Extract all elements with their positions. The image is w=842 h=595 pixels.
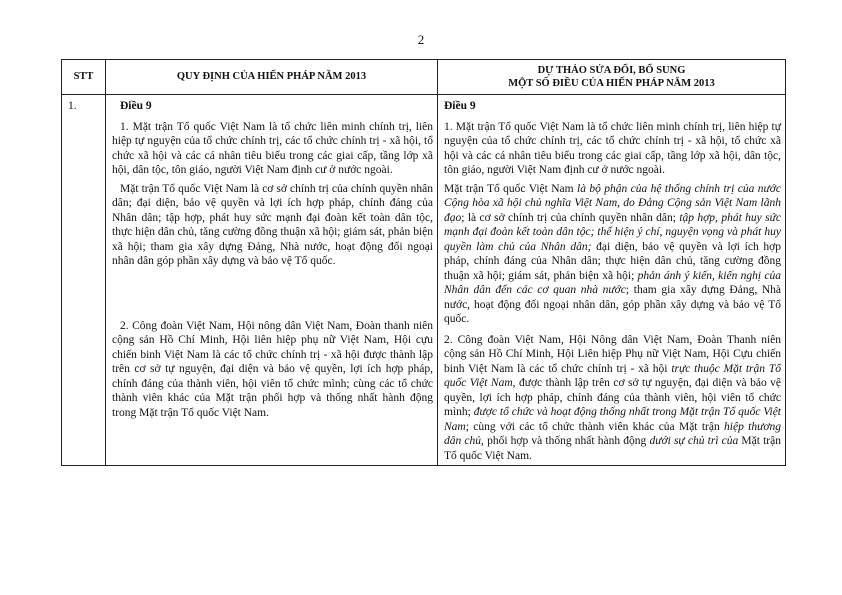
amended-text-run: là bộ phận của hệ thống chính trị của nước Cộng hòa xã hội chủ nghĩa Việt Nam, do Đảng Cộng sản Việt Nam lãnh đạo — [444, 182, 781, 224]
old-text-cell — [106, 95, 438, 466]
old-clause-1: 1. Mặt trận Tổ quốc Việt Nam là tổ chức liên minh chính trị, liên hiệp tự nguyện của tổ chức chính trị, các tổ chức chính trị - xã hội, tổ chức xã hội và các cá nhân tiêu biểu trong các giai cấp, tầng lớp xã hội, dân tộc, tôn giáo, người Việt Nam định cư ở nước ngoài. — [112, 120, 433, 176]
new-clause-1-paragraph-2 — [444, 182, 781, 327]
text-run: Mặt trận Tổ quốc Việt Nam. — [444, 435, 781, 462]
new-article-title: Điều 9 — [444, 100, 476, 112]
amended-text-run: phản ánh ý kiến, kiến nghị của Nhân dân đến các cơ quan nhà nước — [444, 269, 781, 296]
new-text-cell — [438, 95, 786, 466]
table-row — [62, 95, 786, 466]
page-number: 2 — [417, 32, 425, 47]
text-run: ; là cơ sở chính trị của chính quyền nhân dân; — [461, 211, 680, 224]
amended-text-run: tập hợp, phát huy sức mạnh đại đoàn kết toàn dân tộc; thể hiện ý chí, nguyện vọng và phát huy quyền làm chủ của Nhân dân; — [444, 211, 781, 253]
amended-text-run: được tổ chức và hoạt động thống nhất trong Mặt trận Tổ quốc Việt Nam — [444, 406, 782, 433]
header-draft-amendment — [438, 60, 786, 95]
text-run: Mặt trận Tổ quốc Việt Nam — [444, 182, 577, 195]
amended-text-run: hiệp thương dân chủ — [444, 420, 781, 447]
old-clause-1-paragraph-2: Mặt trận Tổ quốc Việt Nam là cơ sở chính trị của chính quyền nhân dân; đại diện, bảo vệ quyền và lợi ích hợp pháp, chính đáng của Nhân dân; tập hợp, phát huy sức mạnh đại đoàn kết toàn dân tộc, thực hiện dân chủ, tăng cường đồng thuận xã hội; giám sát, phản biện xã hội; tham gia xây dựng Đảng, Nhà nước, hoạt động đối ngoại nhân dân góp phần xây dựng và bảo vệ Tổ quốc. — [112, 182, 433, 267]
header-draft-line2: MỘT SỐ ĐIỀU CỦA HIẾN PHÁP NĂM 2013 — [508, 78, 715, 89]
old-article-title: Điều 9 — [120, 100, 152, 112]
text-run: ; tham gia xây dựng Đảng, Nhà nước, hoạt động đối ngoại nhân dân, góp phần xây dựng và bảo vệ Tổ quốc. — [444, 284, 781, 325]
text-run: đại diện, bảo vệ quyền và lợi ích hợp pháp, chính đáng của Nhân dân; thực hiện dân chủ, tăng cường đồng thuận xã hội; giám sát, phản biện xã hội; — [444, 240, 781, 282]
amended-text-run: dưới sự chủ trì của — [649, 435, 739, 447]
old-clause-2: 2. Công đoàn Việt Nam, Hội nông dân Việt Nam, Đoàn thanh niên cộng sản Hồ Chí Minh, Hội liên hiệp phụ nữ Việt Nam, Hội cựu chiến binh Việt Nam là các tổ chức chính trị - xã hội được thành lập trên cơ sở tự nguyện, đại diện và bảo vệ quyền, lợi ích hợp pháp, chính đáng của thành viên, hội viên tổ chức mình; cùng các tổ chức thành viên khác của Mặt trận phối hợp và thống nhất hành động trong Mặt trận Tổ quốc Việt Nam. — [112, 319, 433, 419]
amended-text-run: trực thuộc Mặt trận Tổ quốc Việt Nam — [444, 362, 781, 389]
text-run: , được thành lập trên cơ sở tự nguyện, đại diện và bảo vệ quyền, lợi ích hợp pháp, chính đáng của thành viên, hội viên tổ chức mình; — [444, 377, 781, 418]
text-run: ; cùng với các tổ chức thành viên khác của Mặt trận — [465, 420, 725, 433]
text-run: , phối hợp và thống nhất hành động — [481, 435, 650, 447]
text-run: 2. Công đoàn Việt Nam, Hội Nông dân Việt Nam, Đoàn Thanh niên cộng sản Hồ Chí Minh, Hội Liên hiệp Phụ nữ Việt Nam, Hội Cựu chiến binh Việt Nam là các tổ chức chính trị - xã hội — [444, 333, 781, 375]
comparison-table — [61, 59, 786, 466]
header-old-constitution: QUY ĐỊNH CỦA HIẾN PHÁP NĂM 2013 — [106, 60, 438, 95]
header-draft-line1: DỰ THẢO SỬA ĐỔI, BỔ SUNG — [537, 65, 686, 76]
table-header-row — [62, 60, 786, 95]
header-stt: STT — [62, 60, 106, 95]
row-number: 1. — [62, 95, 106, 466]
new-clause-1: 1. Mặt trận Tổ quốc Việt Nam là tổ chức liên minh chính trị, liên hiệp tự nguyện của tổ chức chính trị, các tổ chức chính trị - xã hội, tổ chức xã hội và các cá nhân tiêu biểu trong các giai cấp, tầng lớp xã hội, dân tộc, tôn giáo, người Việt Nam định cư ở nước ngoài. — [444, 120, 781, 176]
new-clause-2 — [444, 333, 781, 464]
